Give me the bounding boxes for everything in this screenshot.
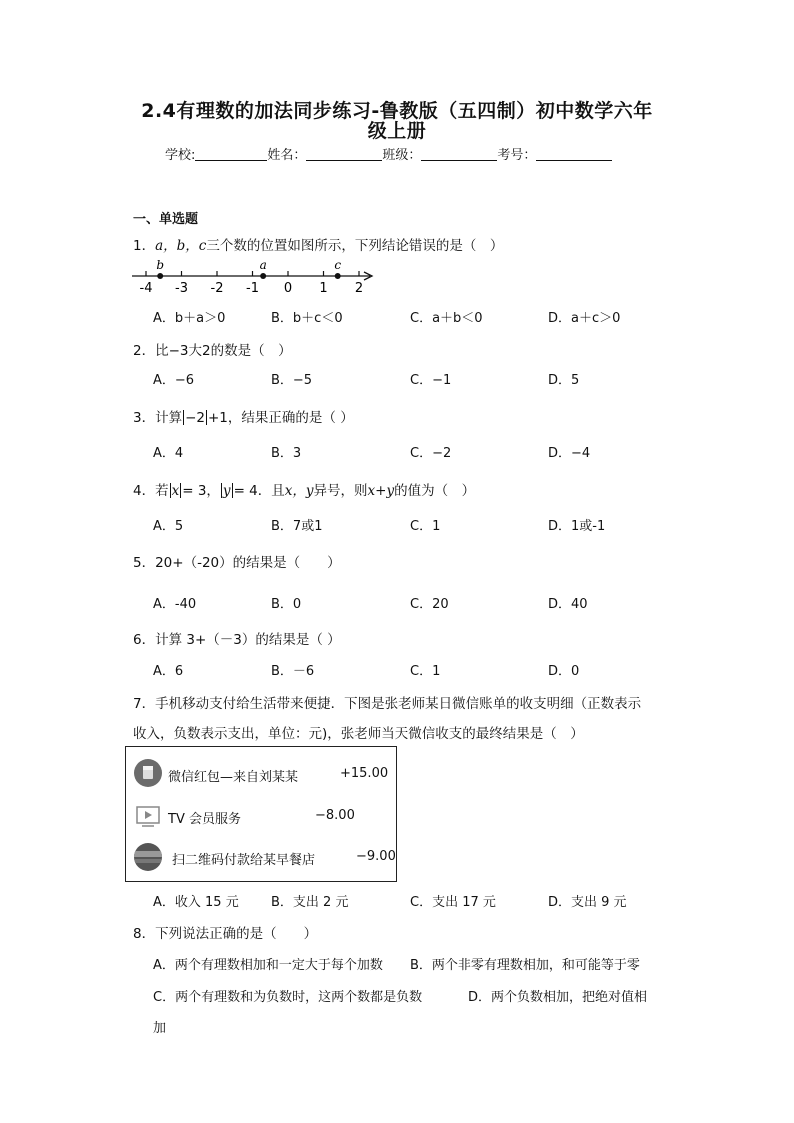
q1-stem: 1．a，b，c三个数的位置如图所示，下列结论错误的是（ ） — [133, 238, 504, 254]
bill-amount-3: −9.00 — [356, 849, 396, 864]
q5-stem: 5．20+（-20）的结果是（ ） — [133, 555, 341, 571]
q4-option-a[interactable]: A．5 — [153, 519, 184, 534]
number-line-tick-label: 1 — [319, 281, 328, 296]
bill-label-3: 扫二维码付款给某早餐店 — [172, 853, 316, 868]
q6-option-a[interactable]: A．6 — [153, 664, 184, 679]
q2-option-c[interactable]: C．−1 — [410, 373, 452, 388]
student-info-line — [165, 144, 612, 163]
q4-option-b[interactable]: B．7或1 — [271, 519, 323, 534]
tv-play-icon — [136, 805, 162, 833]
q8-stem: 8．下列说法正确的是（ ） — [133, 926, 318, 942]
q7-option-c[interactable]: C．支出 17 元 — [410, 895, 496, 910]
q6-option-b[interactable]: B．－6 — [271, 664, 315, 679]
q3-stem: 3．计算 −2 +1，结果正确的是（ ） — [133, 410, 354, 426]
number-label: 考号： — [497, 148, 537, 163]
q6-stem: 6．计算 3+（－3）的结果是（ ） — [133, 632, 341, 648]
q5-option-b[interactable]: B．0 — [271, 597, 302, 612]
document-title-line2: 级上册 — [367, 120, 427, 142]
number-line-point-b — [157, 273, 163, 279]
q8-option-c[interactable]: C．两个有理数和为负数时，这两个数都是负数 — [153, 990, 423, 1005]
q2-option-b[interactable]: B．−5 — [271, 373, 313, 388]
school-label: 学校: — [165, 148, 196, 163]
q5-option-a[interactable]: A．-40 — [153, 597, 197, 612]
abs-bar-right — [206, 410, 207, 425]
bill-amount-1: +15.00 — [340, 766, 389, 781]
q7-stem-line2: 收入，负数表示支出，单位：元)，张老师当天微信收支的最终结果是（ ） — [133, 726, 584, 742]
q5-option-d[interactable]: D．40 — [548, 597, 588, 612]
section-heading: 一、单选题 — [133, 212, 199, 227]
q8-option-d-cont: 加 — [153, 1021, 167, 1036]
q6-option-c[interactable]: C．1 — [410, 664, 441, 679]
abs-bar-left — [183, 410, 184, 425]
wechat-bill-figure — [125, 746, 397, 882]
q5-option-c[interactable]: C．20 — [410, 597, 449, 612]
q8-option-d[interactable]: D．两个负数相加，把绝对值相 — [468, 990, 648, 1005]
q8-option-a[interactable]: A．两个有理数相加和一定大于每个加数 — [153, 958, 383, 973]
q2-option-a[interactable]: A．−6 — [153, 373, 195, 388]
q3-option-b[interactable]: B．3 — [271, 446, 302, 461]
number-line-point-label-c: c — [334, 258, 342, 272]
number-line-tick-label: -4 — [139, 281, 153, 296]
q1-option-a[interactable]: A．b＋a＞0 — [153, 311, 226, 326]
number-line-point-c — [335, 273, 341, 279]
q1-option-d[interactable]: D．a＋c＞0 — [548, 311, 621, 326]
q3-option-a[interactable]: A．4 — [153, 446, 184, 461]
q3-option-c[interactable]: C．−2 — [410, 446, 452, 461]
class-label: 班级： — [382, 148, 422, 163]
number-line-point-label-b: b — [156, 258, 165, 272]
q1-option-c[interactable]: C．a＋b＜0 — [410, 311, 483, 326]
q2-option-d[interactable]: D．5 — [548, 373, 580, 388]
breakfast-shop-icon — [134, 843, 162, 871]
q1-option-b[interactable]: B．b＋c＜0 — [271, 311, 343, 326]
document-title-line1: 2.4有理数的加法同步练习-鲁教版（五四制）初中数学六年 — [141, 100, 653, 122]
q7-option-a[interactable]: A．收入 15 元 — [153, 895, 239, 910]
name-label: 姓名： — [267, 148, 307, 163]
q7-stem-line1: 7．手机移动支付给生活带来便捷．下图是张老师某日微信账单的收支明细（正数表示 — [133, 696, 642, 712]
number-line-tick-label: -2 — [210, 281, 224, 296]
q8-option-b[interactable]: B．两个非零有理数相加，和可能等于零 — [410, 958, 640, 973]
number-line-tick-label: -1 — [246, 281, 259, 296]
number-line-point-label-a: a — [259, 258, 267, 272]
q4-stem: 4．若 x = 3， y = 4．且x，y异号，则x+y的值为（ ） — [133, 483, 476, 499]
q4-option-d[interactable]: D．1或-1 — [548, 519, 606, 534]
q6-option-d[interactable]: D．0 — [548, 664, 580, 679]
bill-amount-2: −8.00 — [315, 808, 355, 823]
q7-option-b[interactable]: B．支出 2 元 — [271, 895, 349, 910]
q4-option-c[interactable]: C．1 — [410, 519, 441, 534]
number-line-tick-label: 0 — [283, 281, 293, 296]
number-line-tick-label: -3 — [175, 281, 188, 296]
class-blank[interactable] — [421, 147, 497, 161]
bill-label-2: TV 会员服务 — [168, 812, 241, 827]
q3-option-d[interactable]: D．−4 — [548, 446, 591, 461]
school-blank[interactable] — [195, 147, 267, 161]
number-line-figure — [130, 258, 380, 296]
q7-option-d[interactable]: D．支出 9 元 — [548, 895, 627, 910]
name-blank[interactable] — [306, 147, 382, 161]
number-blank[interactable] — [536, 147, 612, 161]
number-line-point-a — [260, 273, 266, 279]
bill-label-1: 微信红包—来自刘某某 — [168, 770, 299, 785]
number-line-tick-label: 2 — [354, 281, 364, 296]
red-packet-icon — [134, 759, 162, 787]
q2-stem: 2．比−3大2的数是（ ） — [133, 343, 292, 359]
